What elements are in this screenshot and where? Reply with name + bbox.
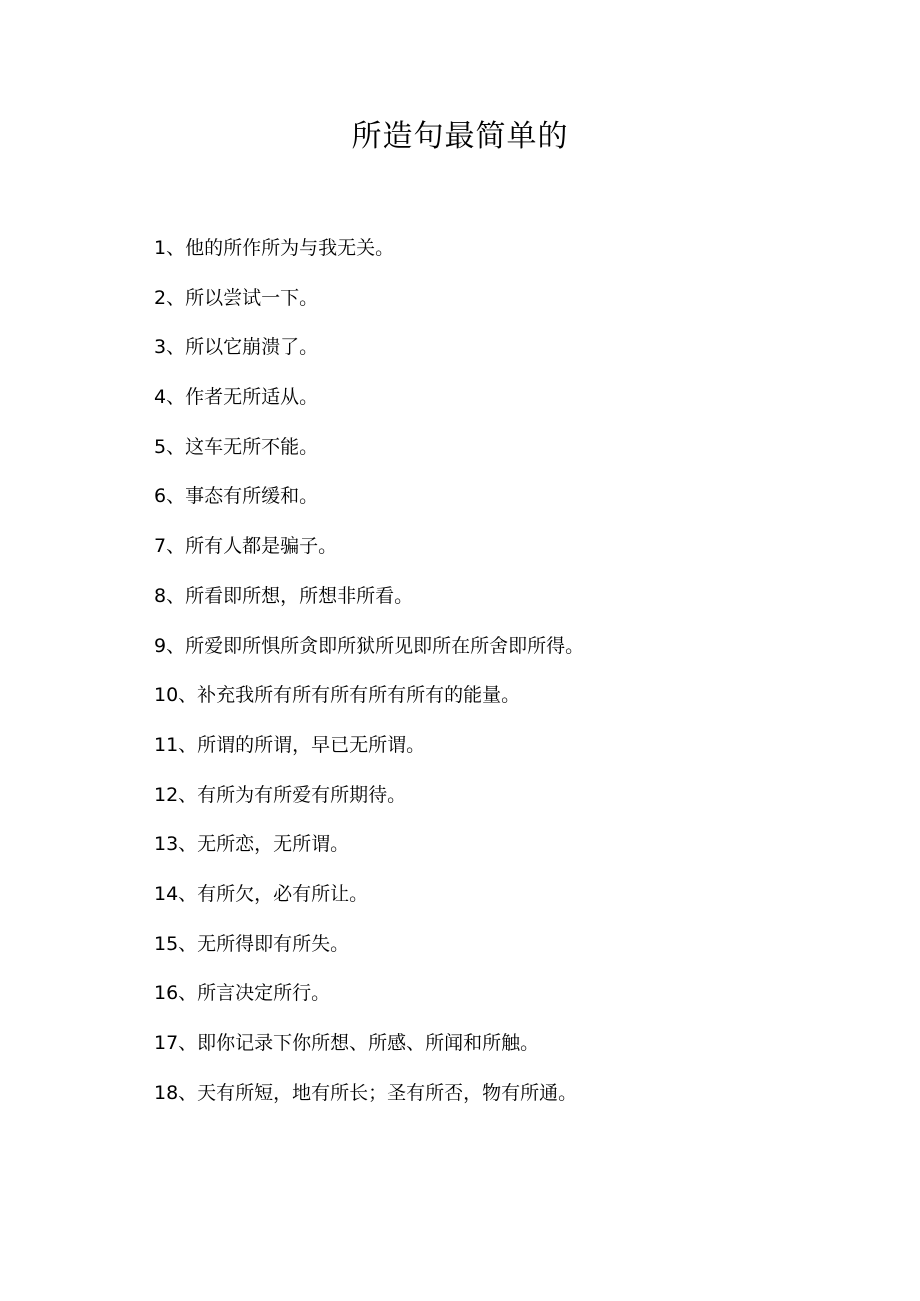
list-item: 16、所言决定所行。 <box>154 982 331 1005</box>
sentence-list <box>154 229 874 1123</box>
list-item: 3、所以它崩溃了。 <box>154 336 319 359</box>
list-item: 10、补充我所有所有所有所有所有的能量。 <box>154 684 521 707</box>
list-item: 17、即你记录下你所想、所感、所闻和所触。 <box>154 1032 540 1054</box>
list-item: 8、所看即所想，所想非所看。 <box>154 584 414 607</box>
list-item: 1、他的所作所为与我无关。 <box>154 237 395 259</box>
list-item: 13、无所恋，无所谓。 <box>154 833 350 856</box>
page-title: 所造句最简单的 <box>351 119 569 154</box>
list-item: 2、所以尝试一下。 <box>154 286 319 309</box>
list-item: 5、这车无所不能。 <box>154 435 319 458</box>
list-item: 9、所爱即所惧所贪即所狱所见即所在所舍即所得。 <box>154 634 585 657</box>
list-item: 18、天有所短，地有所长；圣有所否，物有所通。 <box>154 1081 578 1104</box>
list-item: 6、事态有所缓和。 <box>154 485 319 508</box>
list-item: 7、所有人都是骗子。 <box>154 535 338 558</box>
list-item: 12、有所为有所爱有所期待。 <box>154 783 407 806</box>
list-item: 11、所谓的所谓，早已无所谓。 <box>154 733 426 756</box>
list-item: 4、作者无所适从。 <box>154 386 319 409</box>
list-item: 14、有所欠，必有所让。 <box>154 882 369 905</box>
list-item: 15、无所得即有所失。 <box>154 932 350 955</box>
